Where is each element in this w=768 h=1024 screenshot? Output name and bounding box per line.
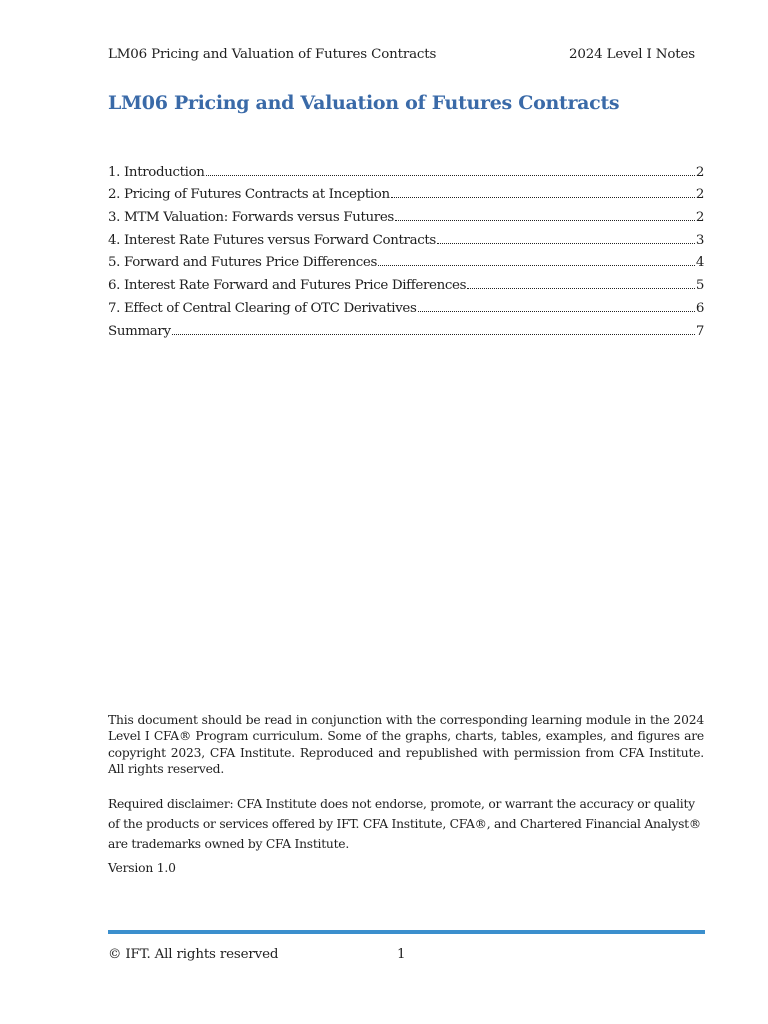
toc-entry-page: 2: [695, 210, 704, 226]
toc-entry-label: 2. Pricing of Futures Contracts at Inception: [108, 187, 390, 203]
table-of-contents: [108, 157, 704, 339]
running-header-title: LM06 Pricing and Valuation of Futures Contracts: [108, 47, 437, 62]
toc-entry-page: 5: [695, 278, 704, 294]
footer-page-number: 1: [397, 947, 406, 962]
version-label: Version 1.0: [108, 861, 176, 875]
toc-entry-page: 4: [695, 255, 704, 271]
page-title: LM06 Pricing and Valuation of Futures Contracts: [108, 92, 620, 114]
toc-entry-page: 3: [695, 232, 704, 248]
toc-entry-label: 7. Effect of Central Clearing of OTC Derivatives: [108, 300, 417, 316]
toc-dot-leader: [418, 311, 695, 312]
toc-dot-leader: [437, 243, 695, 244]
toc-entry-mtm-valuation[interactable]: [108, 202, 704, 225]
toc-dot-leader: [467, 288, 695, 289]
required-disclaimer: Required disclaimer: CFA Institute does not endorse, promote, or warrant the accuracy or quality of the products or services offered by IFT. CFA Institute, CFA®, and Chartered Financial Analyst® are trademarks owned by CFA Institute.: [108, 797, 701, 851]
toc-entry-summary[interactable]: [108, 316, 704, 339]
toc-entry-label: 4. Interest Rate Futures versus Forward Contracts: [108, 232, 436, 248]
toc-dot-leader: [206, 175, 695, 176]
toc-entry-page: 2: [695, 187, 704, 203]
toc-entry-label: 3. MTM Valuation: Forwards versus Futures: [108, 210, 394, 226]
running-header-level: 2024 Level I Notes: [569, 47, 695, 62]
toc-entry-introduction[interactable]: [108, 157, 704, 180]
copyright-notice: This document should be read in conjunction with the corresponding learning module in the 2024 Level I CFA® Program curriculum. Some of the graphs, charts, tables, examples, and figures are copyright 2023, CFA Institute. Reproduced and republished with permission from CFA Institute. All rights reserved.: [108, 713, 704, 776]
toc-dot-leader: [395, 220, 695, 221]
toc-entry-label: 6. Interest Rate Forward and Futures Price Differences: [108, 278, 467, 294]
toc-dot-leader: [378, 265, 695, 266]
toc-entry-interest-rate-price-differences[interactable]: [108, 270, 704, 293]
toc-entry-pricing-at-inception[interactable]: [108, 180, 704, 203]
toc-dot-leader: [172, 334, 695, 335]
toc-entry-interest-rate-futures[interactable]: [108, 225, 704, 248]
toc-entry-label: 5. Forward and Futures Price Differences: [108, 255, 378, 271]
toc-entry-central-clearing[interactable]: [108, 293, 704, 316]
toc-dot-leader: [391, 197, 695, 198]
toc-entry-label: Summary: [108, 323, 171, 339]
toc-entry-page: 2: [695, 164, 704, 180]
toc-entry-label: 1. Introduction: [108, 164, 205, 180]
toc-entry-price-differences[interactable]: [108, 248, 704, 271]
footer-copyright: © IFT. All rights reserved: [108, 947, 279, 962]
footer-divider: [108, 930, 705, 934]
toc-entry-page: 6: [695, 300, 704, 316]
toc-entry-page: 7: [695, 323, 704, 339]
